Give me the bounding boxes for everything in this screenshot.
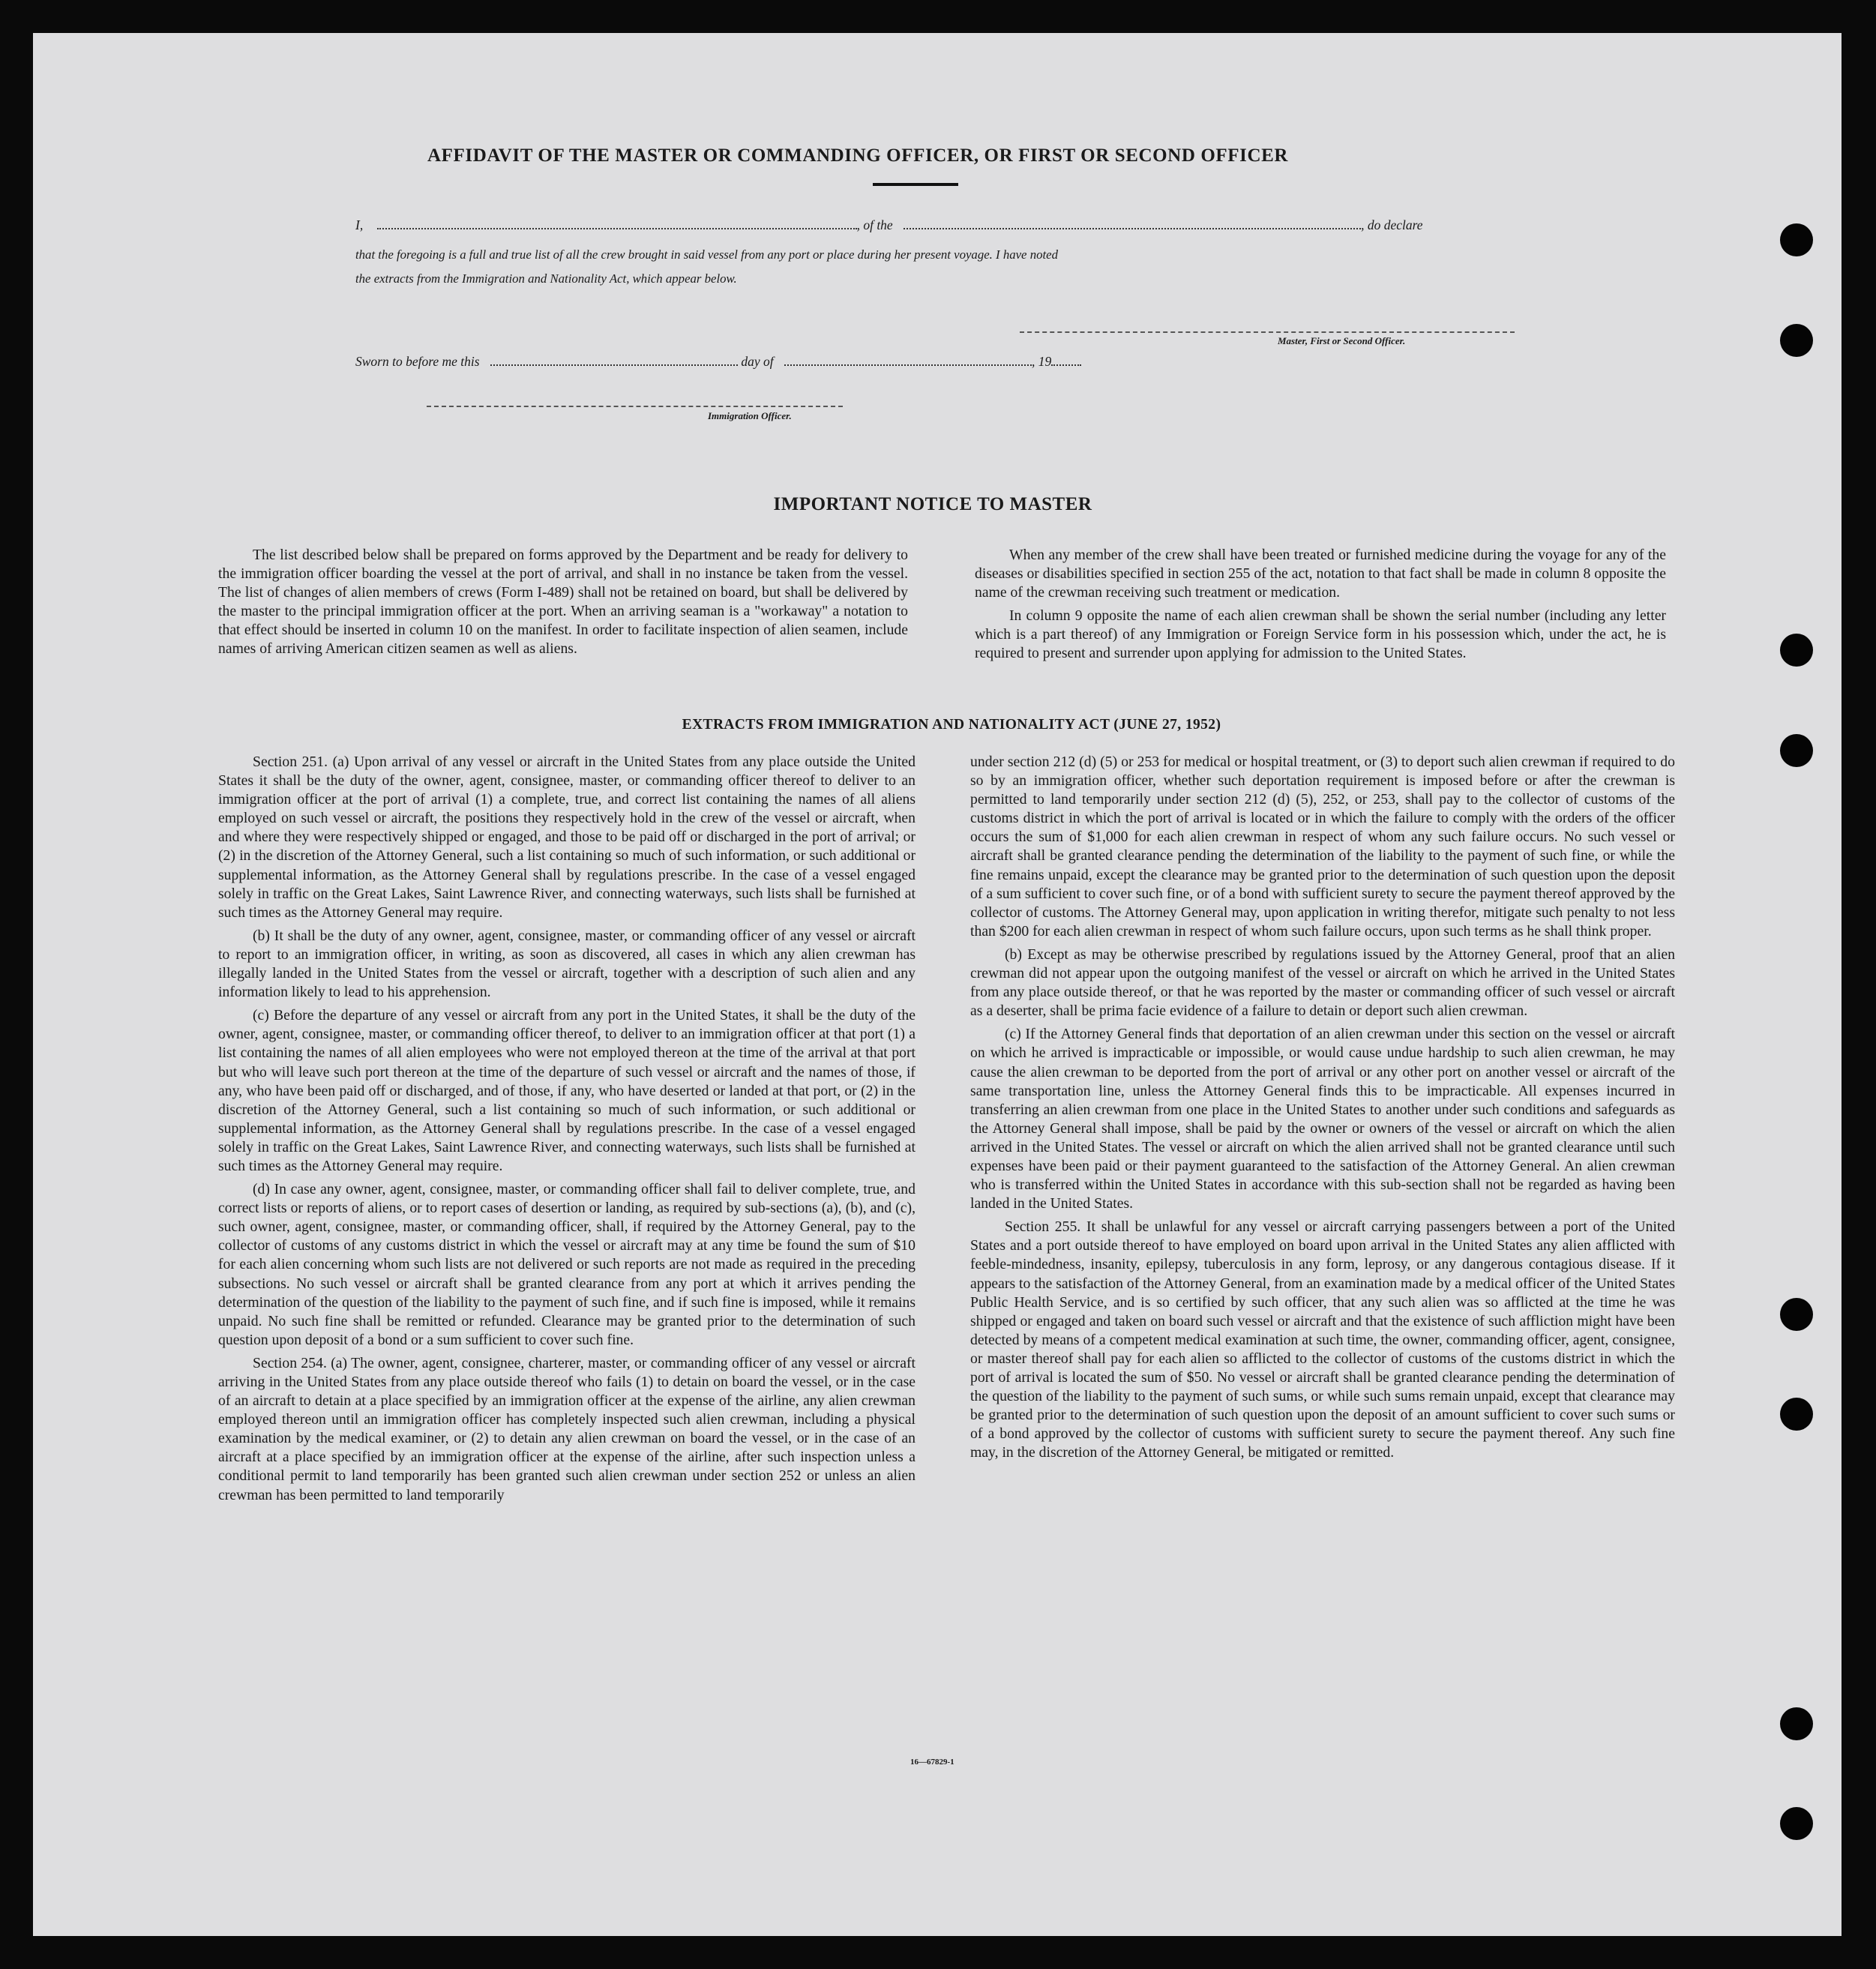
notice-paragraph: The list described below shall be prepared on forms approved by the Department and be ready for delivery to the immigration officer boarding the vessel at the port of arrival, and shall in no instance be taken from the vessel. The list of changes of alien members of crews (Form I-489) shall not be retained on board, but shall be delivered by the master to the principal immigration officer at the port. When an arriving seaman is a "workaway" a notation to that effect should be inserted in column 10 on the manifest. In order to facilitate inspection of alien seamen, include names of arriving American citizen seamen as well as aliens. [218, 547, 908, 658]
sworn-year-field[interactable] [1051, 352, 1081, 366]
declarant-name-field[interactable] [377, 215, 857, 229]
do-declare-label: , do declare [1361, 217, 1423, 232]
of-the-label: , of the [856, 217, 893, 232]
document-page [33, 33, 1842, 1936]
i-label: I, [355, 217, 364, 232]
notice-title: IMPORTANT NOTICE TO MASTER [773, 494, 1092, 514]
punch-hole [1780, 634, 1813, 667]
section-paragraph: (b) It shall be the duty of any owner, agent, consignee, master, or commanding officer of any vessel or aircraft to report to an immigration officer, in writing, as soon as discovered, all cases in which any alien crewman has illegally landed in the United States from the vessel or aircraft, together with a description of such alien and any information likely to lead to his apprehension. [218, 927, 916, 1001]
section-paragraph: Section 255. It shall be unlawful for any vessel or aircraft carrying passengers between a port of the United States and a port outside thereof to have employed on board upon arrival in the United States any alien afflicted with feeble-mindedness, insanity, epilepsy, tuberculosis in any form, leprosy, or any dangerous contagious disease. If it appears to the satisfaction of the Attorney General, from an examination made by a medical officer of the United States Public Health Service, and is so certified by such officer, that any such alien was so afflicted at the time he was shipped or engaged and taken on board such vessel or aircraft and that the existence of such affliction might have been detected by means of a competent medical examination at such time, the owner, commanding officer, agent, consignee, or master thereof shall pay for each alien so afflicted to the collector of customs of the customs district in which the port of arrival is located the sum of $50. No vessel or aircraft shall be granted clearance pending the determination of the question of the liability to the payment of such sums, or while such sums remain unpaid, except that clearance may be granted prior to the determination of such question upon the deposit of an amount sufficient to cover such sums or of a bond approved by the collector of customs with sufficient surety to secure the payment thereof. Any such fine may, in the discretion of the Attorney General, be mitigated or remitted. [970, 1218, 1675, 1461]
section-paragraph: Section 254. (a) The owner, agent, consignee, charterer, master, or commanding officer of any vessel or aircraft arriving in the United States from any place outside thereof who fails (1) to detain on board the vessel, or in the case of an aircraft to detain at a place specified by an immigration officer at the expense of the airline, any alien crewman employed thereon until an immigration officer has completely inspected such alien crewman, including a physical examination by the medical examiner, or (2) to detain any alien crewman on board the vessel, or in the case of an aircraft at a place specified by an immigration officer at the expense of the airline, after such inspection unless a conditional permit to land temporarily has been granted such alien crewman under section 252 or unless an alien crewman has been permitted to land temporarily [218, 1354, 916, 1503]
notice-right-column [975, 546, 1666, 668]
extracts-right-column [970, 753, 1675, 1467]
notice-paragraph: When any member of the crew shall have been treated or furnished medicine during the voyage for any of the diseases or disabilities specified in section 255 of the act, notation to that fact shall be made in column 8 opposite the name of the crewman receiving such treatment or medication. [975, 547, 1666, 601]
sworn-line [355, 349, 1555, 374]
punch-hole [1780, 1707, 1813, 1740]
year-label: , 19 [1031, 354, 1052, 369]
extracts-left-column [218, 753, 916, 1509]
statement-line-1: that the foregoing is a full and true list of all the crew brought in said vessel from any port or place during her present voyage. I have noted [355, 247, 1058, 262]
section-paragraph: (c) If the Attorney General finds that deportation of an alien crewman under this section on the vessel or aircraft on which he arrived is impracticable or impossible, or would cause undue hardship to such alien crewman, he may cause the alien crewman to be deported from the port of arrival or any other port on another vessel or aircraft of the same transportation line, unless the Attorney General finds this to be impracticable. All expenses incurred in transferring an alien crewman from one place in the United States to another under such conditions and safeguards as the Attorney General shall impose, shall be paid by the owner or owners of the vessel or aircraft on which the alien arrived in the United States. The vessel or aircraft on which the alien arrived shall not be granted clearance until such expenses have been paid or their payment guaranteed to the satisfaction of the Attorney General. An alien crewman who is transferred within the United States in accordance with this sub-section shall not be regarded as having been landed in the United States. [970, 1026, 1675, 1212]
officer-signature-line[interactable] [427, 406, 843, 407]
punch-hole [1780, 1298, 1813, 1331]
day-of-label: day of [741, 354, 774, 369]
declaration-line [355, 213, 1555, 238]
officer-signature-label: Immigration Officer. [708, 410, 792, 421]
sworn-month-field[interactable] [784, 352, 1032, 366]
section-paragraph: (d) In case any owner, agent, consignee, master, or commanding officer shall fail to deliver complete, true, and correct lists or reports of aliens, or to report cases of desertion or landing, as required by sub-sections (a), (b), and (c), such owner, agent, consignee, master, or commanding officer, shall, if required by the Attorney General, pay to the collector of customs of any customs district in which the vessel or aircraft may at any time be found the sum of $10 for each alien concerning whom such lists are not delivered or such reports are not made as required in the preceding subsections. No such vessel or aircraft shall be granted clearance from any port at which it arrives pending the determination of the question of the liability to the payment of such fine, and if such fine is imposed, while it remains unpaid. No such fine shall be remitted or refunded. Clearance may be granted prior to the determination of such question upon deposit of a bond or a sum sufficient to cover such fine. [218, 1181, 916, 1348]
section-paragraph: (c) Before the departure of any vessel or aircraft from any port in the United States, it shall be the duty of the owner, agent, consignee, master, or commanding officer thereof, to deliver to an immigration officer at that port (1) a list containing the names of all alien employees who were not employed thereon at the time of the arrival at that port but who will leave such port thereon at the time of the departure of such vessel or aircraft and the names of those, if any, who have been paid off or discharged, and of those, if any, who have deserted or landed at that port, or (2) in the discretion of the Attorney General, such a list containing so much of such information, or such additional or supplemental information, as the Attorney General shall by regulations prescribe. In the case of a vessel engaged solely in traffic on the Great Lakes, Saint Lawrence River, and connecting waterways, such lists shall be furnished at such times as the Attorney General may require. [218, 1007, 916, 1174]
master-signature-line[interactable] [1020, 331, 1515, 333]
punch-hole [1780, 324, 1813, 357]
punch-hole [1780, 223, 1813, 256]
master-signature-label: Master, First or Second Officer. [1278, 335, 1406, 346]
punch-hole [1780, 734, 1813, 767]
vessel-name-field[interactable] [904, 215, 1361, 229]
extracts-title: EXTRACTS FROM IMMIGRATION AND NATIONALITY ACT (JUNE 27, 1952) [682, 717, 1221, 733]
section-paragraph: (b) Except as may be otherwise prescribed by regulations issued by the Attorney General, proof that an alien crewman did not appear upon the outgoing manifest of the vessel or aircraft on which he arrived in the United States from any place outside thereof, or that he was reported by the master or commanding officer of such vessel or aircraft as a deserter, shall be prima facie evidence of a failure to detain or deport such alien crewman. [970, 946, 1675, 1020]
statement-line-2: the extracts from the Immigration and Nationality Act, which appear below. [355, 271, 737, 286]
sworn-label: Sworn to before me this [355, 354, 480, 369]
section-paragraph: Section 251. (a) Upon arrival of any vessel or aircraft in the United States from any place outside the United States it shall be the duty of the owner, agent, consignee, master, or commanding officer thereof to deliver to an immigration officer at the port of arrival (1) a complete, true, and correct list containing the names of all aliens employed on such vessel or aircraft, the positions they respectively hold in the crew of the vessel or aircraft, when and where they were respectively shipped or engaged, and those to be paid off or discharged in the port of arrival; or (2) in the discretion of the Attorney General, such a list containing so much of such information, or such additional or supplemental information, as the Attorney General shall by regulations prescribe. In the case of a vessel engaged solely in traffic on the Great Lakes, Saint Lawrence River, and connecting waterways, such lists shall be furnished at such times as the Attorney General may require. [218, 754, 916, 921]
form-number: 16—67829-1 [910, 1758, 954, 1767]
affidavit-title: AFFIDAVIT OF THE MASTER OR COMMANDING OFFICER, OR FIRST OR SECOND OFFICER [427, 145, 1289, 166]
section-paragraph: under section 212 (d) (5) or 253 for medical or hospital treatment, or (3) to deport such alien crewman if required to do so by an immigration officer, whether such deportation requirement is imposed before or after the crewman is permitted to land temporarily under section 212 (d) (5), 252, or 253, shall pay to the collector of customs of the customs district in which the port of arrival is located or in which the failure to comply with the orders of the officer occurs the sum of $1,000 for each alien crewman in respect of whom any such failure occurs. No such vessel or aircraft shall be granted clearance pending the determination of the liability to the payment of such fine, or while the fine remains unpaid, except the clearance may be granted prior to the determination of such question upon the deposit of a sum sufficient to cover such fine, or of a bond with sufficient surety to secure the payment thereof approved by the collector of customs. The Attorney General may, upon application in writing therefor, mitigate such penalty to not less than $200 for each alien crewman in respect of whom such failure occurs, upon such terms as he shall think proper. [970, 754, 1675, 940]
notice-paragraph: In column 9 opposite the name of each alien crewman shall be shown the serial number (including any letter which is a part thereof) of any Immigration or Foreign Service form in his possession which, under the act, he is required to present and surrender upon applying for admission to the United States. [975, 607, 1666, 662]
title-divider [873, 183, 958, 186]
punch-hole [1780, 1398, 1813, 1431]
punch-hole [1780, 1807, 1813, 1840]
notice-left-column [218, 546, 908, 664]
sworn-day-field[interactable] [490, 352, 738, 366]
